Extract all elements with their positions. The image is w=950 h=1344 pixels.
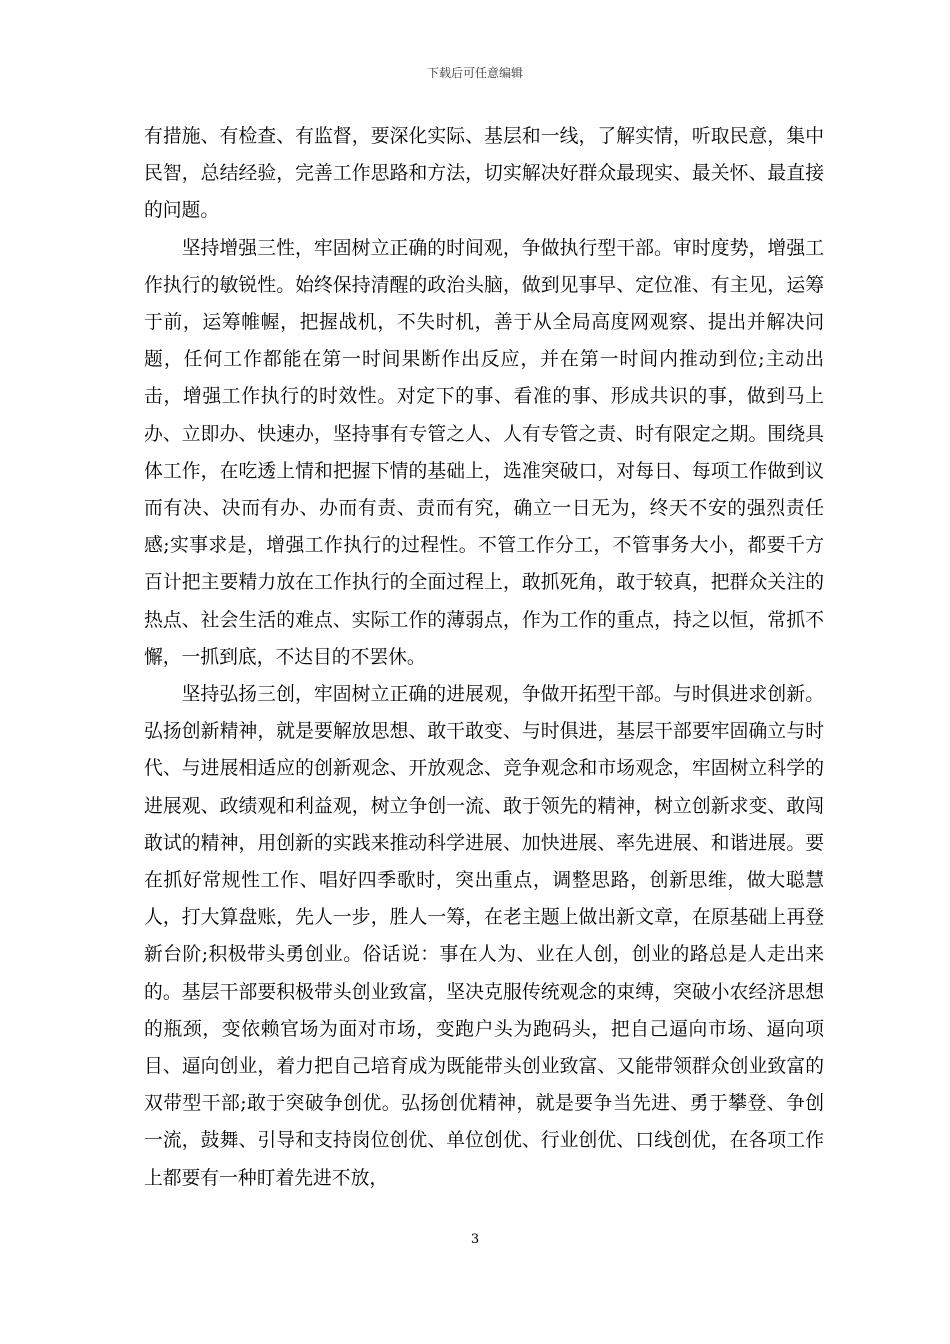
paragraph-execution-cadre: 坚持增强三性，牢固树立正确的时间观，争做执行型干部。审时度势，增强工作执行的敏锐性。始终保持清醒的政治头脑，做到见事早、定位准、有主见，运筹于前，运筹帷幄，把握战机，不失时机，善于从全局高度网观察、提出并解决问题，任何工作都能在第一时间果断作出反应，并在第一时间内推动到位;主动出击，增强工作执行的时效性。对定下的事、看准的事、形成共识的事，做到马上办、立即办、快速办，坚持事有专管之人、人有专管之责、时有限定之期。围绕具体工作，在吃透上情和把握下情的基础上，选准突破口，对每日、每项工作做到议而有决、决而有办、办而有责、责而有究，确立一日无为，终天不安的强烈责任感;实事求是，增强工作执行的过程性。不管工作分工，不管事务大小，都要千方百计把主要精力放在工作执行的全面过程上，敢抓死角，敢于较真，把群众关注的热点、社会生活的难点、实际工作的薄弱点，作为工作的重点，持之以恒，常抓不懈，一抓到底，不达目的不罢休。 bbox=[144, 237, 824, 668]
paragraph-continuation: 有措施、有检查、有监督，要深化实际、基层和一线，了解实情，听取民意，集中民智，总结经验，完善工作思路和方法，切实解决好群众最现实、最关怀、最直接的问题。 bbox=[144, 126, 824, 222]
document-body bbox=[144, 118, 824, 1197]
paragraph-pioneer-cadre: 坚持弘扬三创，牢固树立正确的进展观，争做开拓型干部。与时俱进求创新。弘扬创新精神，就是要解放思想、敢干敢变、与时俱进，基层干部要牢固确立与时代、与进展相适应的创新观念、开放观念、竞争观念和市场观念，牢固树立科学的进展观、政绩观和利益观，树立争创一流、敢于领先的精神，树立创新求变、敢闯敢试的精神，用创新的实践来推动科学进展、加快进展、率先进展、和谐进展。要在抓好常规性工作、唱好四季歌时，突出重点，调整思路，创新思维，做大聪慧人，打大算盘账，先人一步，胜人一筹，在老主题上做出新文章，在原基础上再登新台阶;积极带头勇创业。俗话说：事在人为、业在人创，创业的路总是人走出来的。基层干部要积极带头创业致富，坚决克服传统观念的束缚，突破小农经济思想的瓶颈，变依赖官场为面对市场，变跑户头为跑码头，把自己逼向市场、逼向项目、逼向创业，着力把自己培育成为既能带头创业致富、又能带领群众创业致富的双带型干部;敢于突破争创优。弘扬创优精神，就是要争当先进、勇于攀登、争创一流，鼓舞、引导和支持岗位创优、单位创优、行业创优、口线创优，在各项工作上都要有一种盯着先进不放， bbox=[144, 684, 824, 1189]
page-number: 3 bbox=[470, 1232, 480, 1247]
page-header: 下载后可任意编辑 bbox=[426, 66, 523, 80]
